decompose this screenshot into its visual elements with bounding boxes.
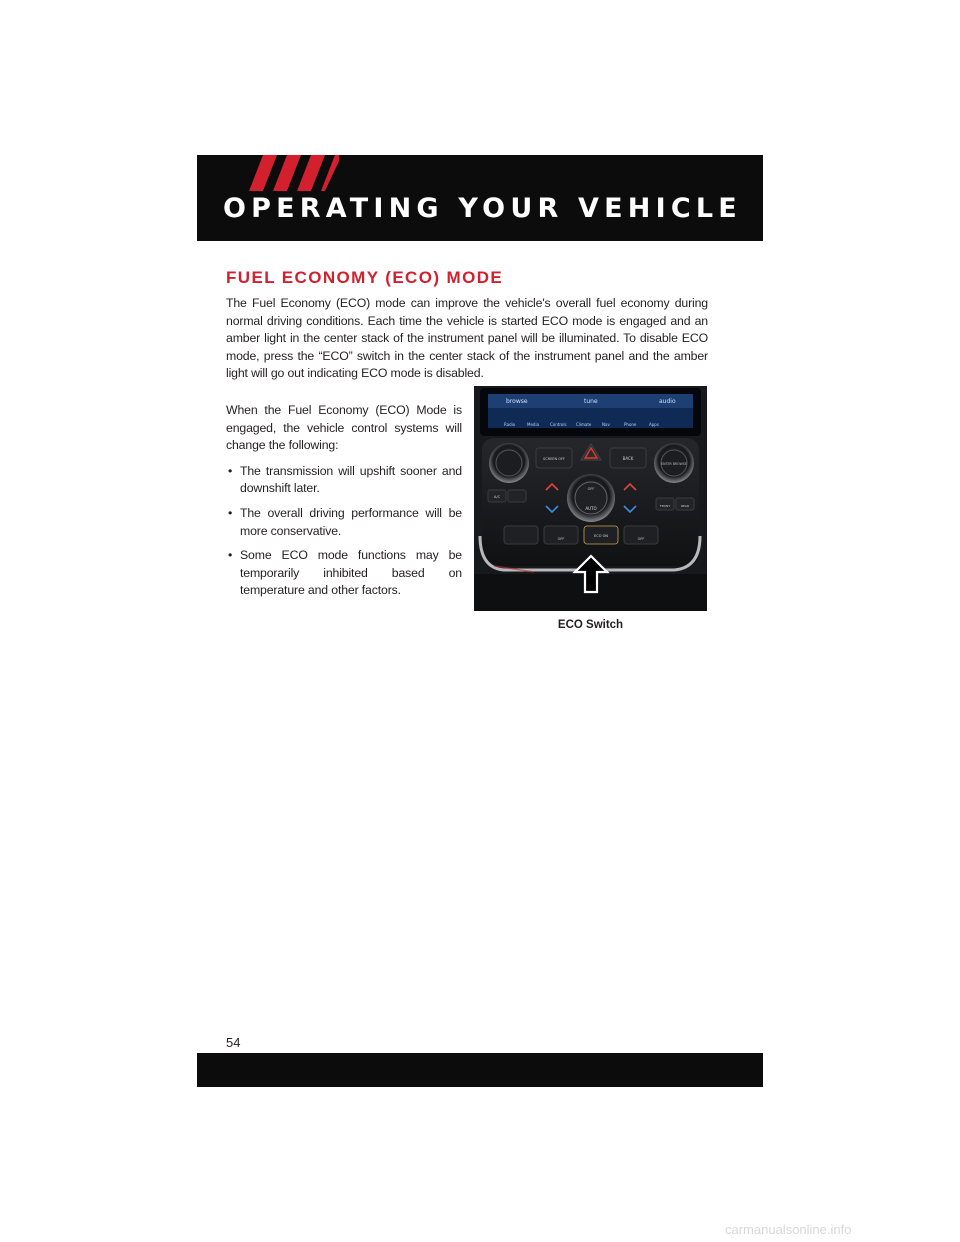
button-label: FRONT [659, 504, 671, 508]
list-item: • The overall driving performance will be more conservative. [228, 505, 462, 538]
list-item: • The transmission will upshift sooner and downshift later. [228, 463, 462, 496]
screen-label: Climate [576, 422, 592, 427]
screen-label: browse [506, 398, 528, 405]
button-label: OFF [587, 487, 595, 491]
screen-label: tune [584, 398, 598, 405]
button-label: BACK [622, 456, 634, 461]
bullet-icon: • [228, 548, 233, 563]
screen-label: Apps [649, 422, 659, 427]
button-label: OFF [637, 537, 645, 541]
lead-paragraph: When the Fuel Economy (ECO) Mode is engaged, the vehicle control systems will change the following: [226, 403, 462, 453]
button-label: OFF [557, 537, 565, 541]
bullet-icon: • [228, 505, 233, 520]
figure-caption: ECO Switch [557, 619, 624, 631]
button-label: AUTO [585, 506, 597, 511]
header-bar [197, 155, 763, 241]
bullet-icon: • [228, 463, 233, 478]
left-column [226, 402, 462, 607]
screen-label: Media [527, 422, 540, 427]
intro-paragraph: The Fuel Economy (ECO) mode can improve the vehicle's overall fuel economy during normal driving conditions. Each time the vehicle is started ECO mode is engaged and an amber light in the center stack of the instrument panel will be illuminated. To disable ECO mode, press the “ECO” switch in the center stack of the instrument panel and the amber light will go out indicating ECO mode is disabled. [226, 296, 708, 381]
button-label: ECO ON [594, 534, 608, 538]
screen-label: Phone [624, 422, 637, 427]
button-label: A/C [493, 495, 501, 499]
watermark: carmanualsonline.info [725, 1222, 852, 1237]
screen-label: Radio [504, 422, 516, 427]
list-item: • Some ECO mode functions may be temporarily inhibited based on temperature and other factors. [228, 548, 462, 598]
effects-list [226, 463, 462, 600]
screen-label: audio [659, 398, 676, 405]
button-label: REAR [680, 504, 690, 508]
page-number: 54 [226, 1035, 241, 1050]
chapter-title: OPERATING YOUR VEHICLE [223, 193, 742, 224]
button-label: SCREEN OFF [542, 457, 566, 461]
center-stack-illustration [474, 386, 707, 611]
eco-switch-photo [474, 386, 707, 611]
section-title: FUEL ECONOMY (ECO) MODE [226, 268, 504, 287]
brand-stripes-icon [249, 155, 339, 191]
screen-label: Controls [550, 422, 567, 427]
button-label: ENTER BROWSE [661, 462, 687, 466]
screen-label: Nav [602, 422, 610, 427]
footer-bar [197, 1053, 763, 1087]
